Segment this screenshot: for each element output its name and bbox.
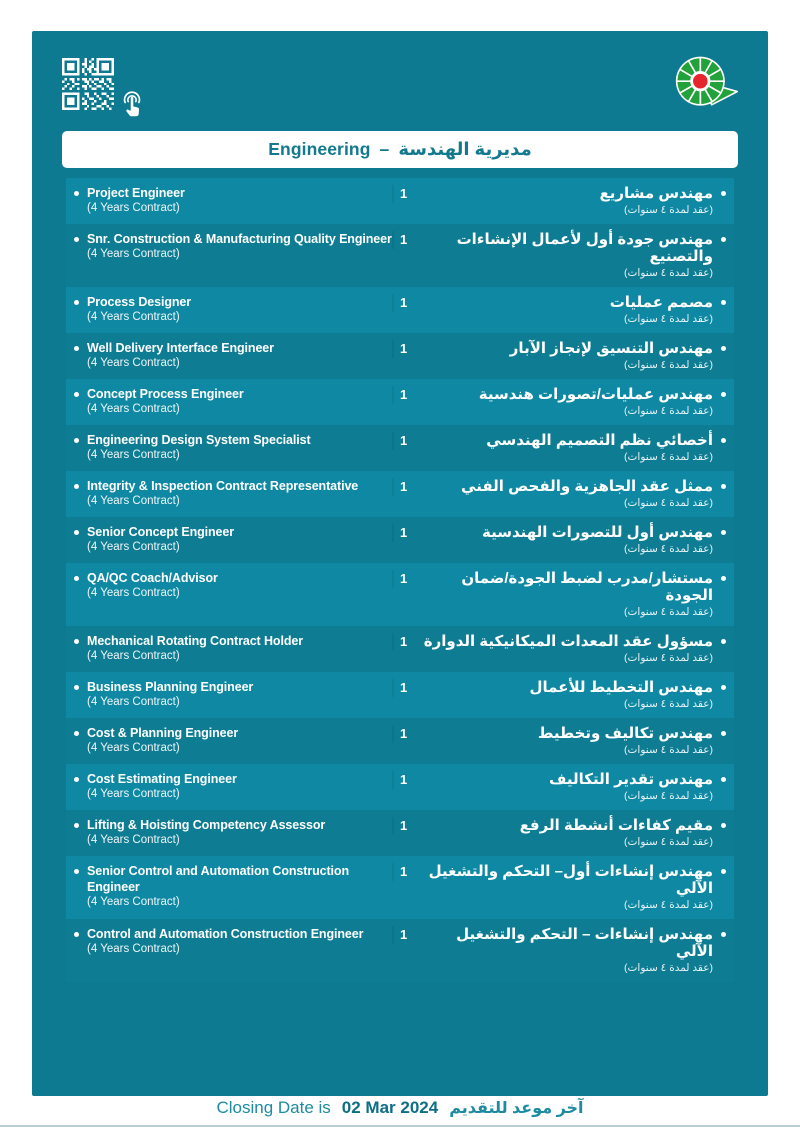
job-column-arabic — [422, 863, 726, 912]
contract-term-ar: (عقد لمدة ٤ سنوات) — [624, 698, 713, 710]
job-column-arabic — [422, 340, 726, 372]
vacancy-card — [32, 31, 768, 1096]
card-top-strip — [32, 31, 768, 131]
job-row — [66, 919, 734, 982]
vacancy-count: 1 — [400, 818, 408, 833]
bullet-dot-icon — [721, 869, 726, 874]
contract-term-en: (4 Years Contract) — [87, 495, 180, 507]
bullet-dot-icon — [721, 777, 726, 782]
vacancy-count: 1 — [400, 433, 408, 448]
job-column-arabic — [422, 771, 726, 803]
job-column-arabic — [422, 926, 726, 975]
contract-term-en: (4 Years Contract) — [87, 449, 180, 461]
job-column-english — [74, 340, 392, 371]
job-title-ar: مهندس تكاليف وتخطيط — [537, 725, 713, 742]
job-title-ar: مهندس عمليات/تصورات هندسية — [478, 386, 713, 403]
job-column-arabic — [422, 725, 726, 757]
job-row — [66, 718, 734, 764]
job-column-english — [74, 185, 392, 216]
job-column-english — [74, 294, 392, 325]
bullet-dot-icon — [721, 300, 726, 305]
vacancy-count: 1 — [400, 726, 408, 741]
job-row — [66, 287, 734, 333]
job-title-ar: ممثل عقد الجاهزية والفحص الفني — [461, 478, 713, 495]
job-title-ar: مهندس أول للتصورات الهندسية — [481, 524, 713, 541]
bullet-dot-icon — [721, 438, 726, 443]
closing-date-label-ar: آخر موعد للتقديم — [449, 1100, 584, 1117]
job-column-english — [74, 725, 392, 756]
bullet-dot-icon — [74, 685, 79, 690]
job-title-en: Business Planning Engineer — [87, 680, 254, 694]
bullet-dot-icon — [721, 685, 726, 690]
bullet-dot-icon — [74, 823, 79, 828]
job-row — [66, 517, 734, 563]
bullet-dot-icon — [74, 777, 79, 782]
job-title-en: Lifting & Hoisting Competency Assessor — [87, 818, 326, 832]
contract-term-ar: (عقد لمدة ٤ سنوات) — [624, 744, 713, 756]
job-title-ar: مهندس التخطيط للأعمال — [529, 679, 713, 696]
job-column-count — [392, 386, 422, 404]
vacancy-count: 1 — [400, 479, 408, 494]
koc-flower-logo — [670, 53, 742, 117]
vacancy-count: 1 — [400, 295, 408, 310]
job-column-english — [74, 231, 392, 262]
job-title-en: Engineering Design System Specialist — [87, 433, 311, 447]
bullet-dot-icon — [721, 346, 726, 351]
contract-term-ar: (عقد لمدة ٤ سنوات) — [624, 405, 713, 417]
bullet-dot-icon — [74, 576, 79, 581]
job-title-en: Mechanical Rotating Contract Holder — [87, 634, 303, 648]
job-title-en: Well Delivery Interface Engineer — [87, 341, 274, 355]
contract-term-ar: (عقد لمدة ٤ سنوات) — [624, 543, 713, 555]
section-header-bar — [62, 131, 738, 168]
job-column-count — [392, 817, 422, 835]
bullet-dot-icon — [721, 639, 726, 644]
section-title-separator: – — [379, 139, 390, 159]
job-row — [66, 425, 734, 471]
job-title-en: Senior Control and Automation Construction Engineer — [87, 864, 349, 894]
contract-term-ar: (عقد لمدة ٤ سنوات) — [624, 836, 713, 848]
job-row — [66, 672, 734, 718]
job-column-english — [74, 386, 392, 417]
job-column-arabic — [422, 570, 726, 619]
vacancy-count: 1 — [400, 232, 408, 247]
vacancy-count: 1 — [400, 341, 408, 356]
job-title-en: Process Designer — [87, 295, 192, 309]
contract-term-ar: (عقد لمدة ٤ سنوات) — [624, 899, 713, 911]
job-column-arabic — [422, 432, 726, 464]
job-title-ar: مهندس مشاريع — [599, 185, 713, 202]
job-column-english — [74, 432, 392, 463]
bullet-dot-icon — [74, 639, 79, 644]
contract-term-ar: (عقد لمدة ٤ سنوات) — [624, 204, 713, 216]
contract-term-en: (4 Years Contract) — [87, 696, 180, 708]
job-column-count — [392, 432, 422, 450]
job-column-count — [392, 231, 422, 249]
job-title-ar: مستشار/مدرب لضبط الجودة/ضمان الجودة — [461, 570, 713, 604]
job-column-arabic — [422, 524, 726, 556]
job-title-en: Control and Automation Construction Engineer — [87, 927, 364, 941]
job-column-english — [74, 863, 392, 910]
bullet-dot-icon — [74, 484, 79, 489]
job-row — [66, 626, 734, 672]
job-column-arabic — [422, 185, 726, 217]
job-column-count — [392, 633, 422, 651]
contract-term-ar: (عقد لمدة ٤ سنوات) — [624, 606, 713, 618]
vacancy-count: 1 — [400, 864, 408, 879]
job-title-ar: مهندس التنسيق لإنجاز الآبار — [509, 340, 713, 357]
bullet-dot-icon — [74, 869, 79, 874]
job-column-english — [74, 570, 392, 601]
job-title-en: Concept Process Engineer — [87, 387, 244, 401]
bullet-dot-icon — [74, 191, 79, 196]
job-title-ar: مسؤول عقد المعدات الميكانيكية الدوارة — [423, 633, 713, 650]
job-column-count — [392, 294, 422, 312]
job-row — [66, 471, 734, 517]
job-title-ar: مصمم عمليات — [609, 294, 713, 311]
contract-term-en: (4 Years Contract) — [87, 357, 180, 369]
job-title-en: Snr. Construction & Manufacturing Quality Engineer — [87, 232, 392, 246]
vacancy-count: 1 — [400, 927, 408, 942]
job-column-arabic — [422, 633, 726, 665]
bullet-dot-icon — [721, 237, 726, 242]
job-column-arabic — [422, 478, 726, 510]
vacancy-count: 1 — [400, 772, 408, 787]
job-column-arabic — [422, 817, 726, 849]
vacancy-count: 1 — [400, 571, 408, 586]
job-column-count — [392, 570, 422, 588]
job-title-ar: أخصائي نظم التصميم الهندسي — [486, 432, 713, 449]
job-column-count — [392, 478, 422, 496]
bullet-dot-icon — [74, 300, 79, 305]
contract-term-en: (4 Years Contract) — [87, 834, 180, 846]
job-title-en: Cost & Planning Engineer — [87, 726, 239, 740]
bullet-dot-icon — [74, 438, 79, 443]
job-row — [66, 224, 734, 287]
job-title-en: QA/QC Coach/Advisor — [87, 571, 218, 585]
bullet-dot-icon — [74, 731, 79, 736]
bullet-dot-icon — [721, 191, 726, 196]
job-column-arabic — [422, 231, 726, 280]
job-column-english — [74, 771, 392, 802]
tap-hand-icon — [119, 86, 145, 120]
job-row — [66, 379, 734, 425]
bullet-dot-icon — [721, 823, 726, 828]
vacancy-count: 1 — [400, 680, 408, 695]
job-column-arabic — [422, 679, 726, 711]
job-column-english — [74, 817, 392, 848]
job-column-count — [392, 771, 422, 789]
contract-term-ar: (عقد لمدة ٤ سنوات) — [624, 267, 713, 279]
job-title-ar: مهندس تقدير التكاليف — [549, 771, 713, 788]
contract-term-en: (4 Years Contract) — [87, 311, 180, 323]
vacancy-count: 1 — [400, 634, 408, 649]
job-title-en: Integrity & Inspection Contract Representative — [87, 479, 359, 493]
job-row — [66, 856, 734, 919]
contract-term-ar: (عقد لمدة ٤ سنوات) — [624, 313, 713, 325]
contract-term-ar: (عقد لمدة ٤ سنوات) — [624, 497, 713, 509]
contract-term-ar: (عقد لمدة ٤ سنوات) — [624, 451, 713, 463]
closing-date-footer — [0, 1098, 800, 1118]
contract-term-ar: (عقد لمدة ٤ سنوات) — [624, 962, 713, 974]
contract-term-en: (4 Years Contract) — [87, 202, 180, 214]
job-column-english — [74, 926, 392, 957]
job-title-ar: مهندس إنشاءات – التحكم والتشغيل الآلي — [456, 926, 713, 960]
job-title-ar: مهندس إنشاءات أول– التحكم والتشغيل الآلي — [428, 863, 713, 897]
bullet-dot-icon — [74, 530, 79, 535]
bullet-dot-icon — [74, 237, 79, 242]
closing-date-label-en: Closing Date is — [216, 1098, 331, 1117]
job-column-count — [392, 340, 422, 358]
job-row — [66, 764, 734, 810]
qr-code[interactable] — [62, 58, 114, 110]
contract-term-en: (4 Years Contract) — [87, 943, 180, 955]
job-column-english — [74, 679, 392, 710]
contract-term-en: (4 Years Contract) — [87, 650, 180, 662]
contract-term-ar: (عقد لمدة ٤ سنوات) — [624, 790, 713, 802]
job-title-en: Senior Concept Engineer — [87, 525, 235, 539]
contract-term-en: (4 Years Contract) — [87, 788, 180, 800]
bullet-dot-icon — [74, 346, 79, 351]
section-title-en: Engineering — [268, 139, 371, 159]
job-title-ar: مهندس جودة أول لأعمال الإنشاءات والتصنيع — [456, 231, 713, 265]
vacancy-count: 1 — [400, 186, 408, 201]
section-title-ar: مديرية الهندسة — [398, 139, 532, 159]
bullet-dot-icon — [721, 530, 726, 535]
bullet-dot-icon — [721, 731, 726, 736]
vacancy-count: 1 — [400, 387, 408, 402]
job-title-ar: مقيم كفاءات أنشطة الرفع — [519, 817, 713, 834]
contract-term-en: (4 Years Contract) — [87, 248, 180, 260]
contract-term-ar: (عقد لمدة ٤ سنوات) — [624, 652, 713, 664]
job-column-count — [392, 679, 422, 697]
closing-date-value: 02 Mar 2024 — [341, 1098, 439, 1117]
qr-code-icon — [62, 58, 114, 110]
job-title-en: Cost Estimating Engineer — [87, 772, 237, 786]
job-column-arabic — [422, 386, 726, 418]
page-bottom-divider — [0, 1125, 800, 1127]
bullet-dot-icon — [721, 484, 726, 489]
job-column-english — [74, 478, 392, 509]
job-row — [66, 178, 734, 224]
job-column-count — [392, 524, 422, 542]
job-row — [66, 563, 734, 626]
bullet-dot-icon — [721, 392, 726, 397]
job-column-count — [392, 863, 422, 881]
contract-term-en: (4 Years Contract) — [87, 587, 180, 599]
job-row — [66, 333, 734, 379]
job-column-english — [74, 633, 392, 664]
bullet-dot-icon — [721, 932, 726, 937]
contract-term-en: (4 Years Contract) — [87, 896, 180, 908]
job-column-arabic — [422, 294, 726, 326]
contract-term-en: (4 Years Contract) — [87, 541, 180, 553]
jobs-list — [66, 178, 734, 982]
job-column-english — [74, 524, 392, 555]
job-column-count — [392, 725, 422, 743]
contract-term-en: (4 Years Contract) — [87, 403, 180, 415]
bullet-dot-icon — [721, 576, 726, 581]
job-column-count — [392, 926, 422, 944]
contract-term-ar: (عقد لمدة ٤ سنوات) — [624, 359, 713, 371]
job-title-en: Project Engineer — [87, 186, 185, 200]
bullet-dot-icon — [74, 392, 79, 397]
contract-term-en: (4 Years Contract) — [87, 742, 180, 754]
job-column-count — [392, 185, 422, 203]
bullet-dot-icon — [74, 932, 79, 937]
vacancy-count: 1 — [400, 525, 408, 540]
job-row — [66, 810, 734, 856]
